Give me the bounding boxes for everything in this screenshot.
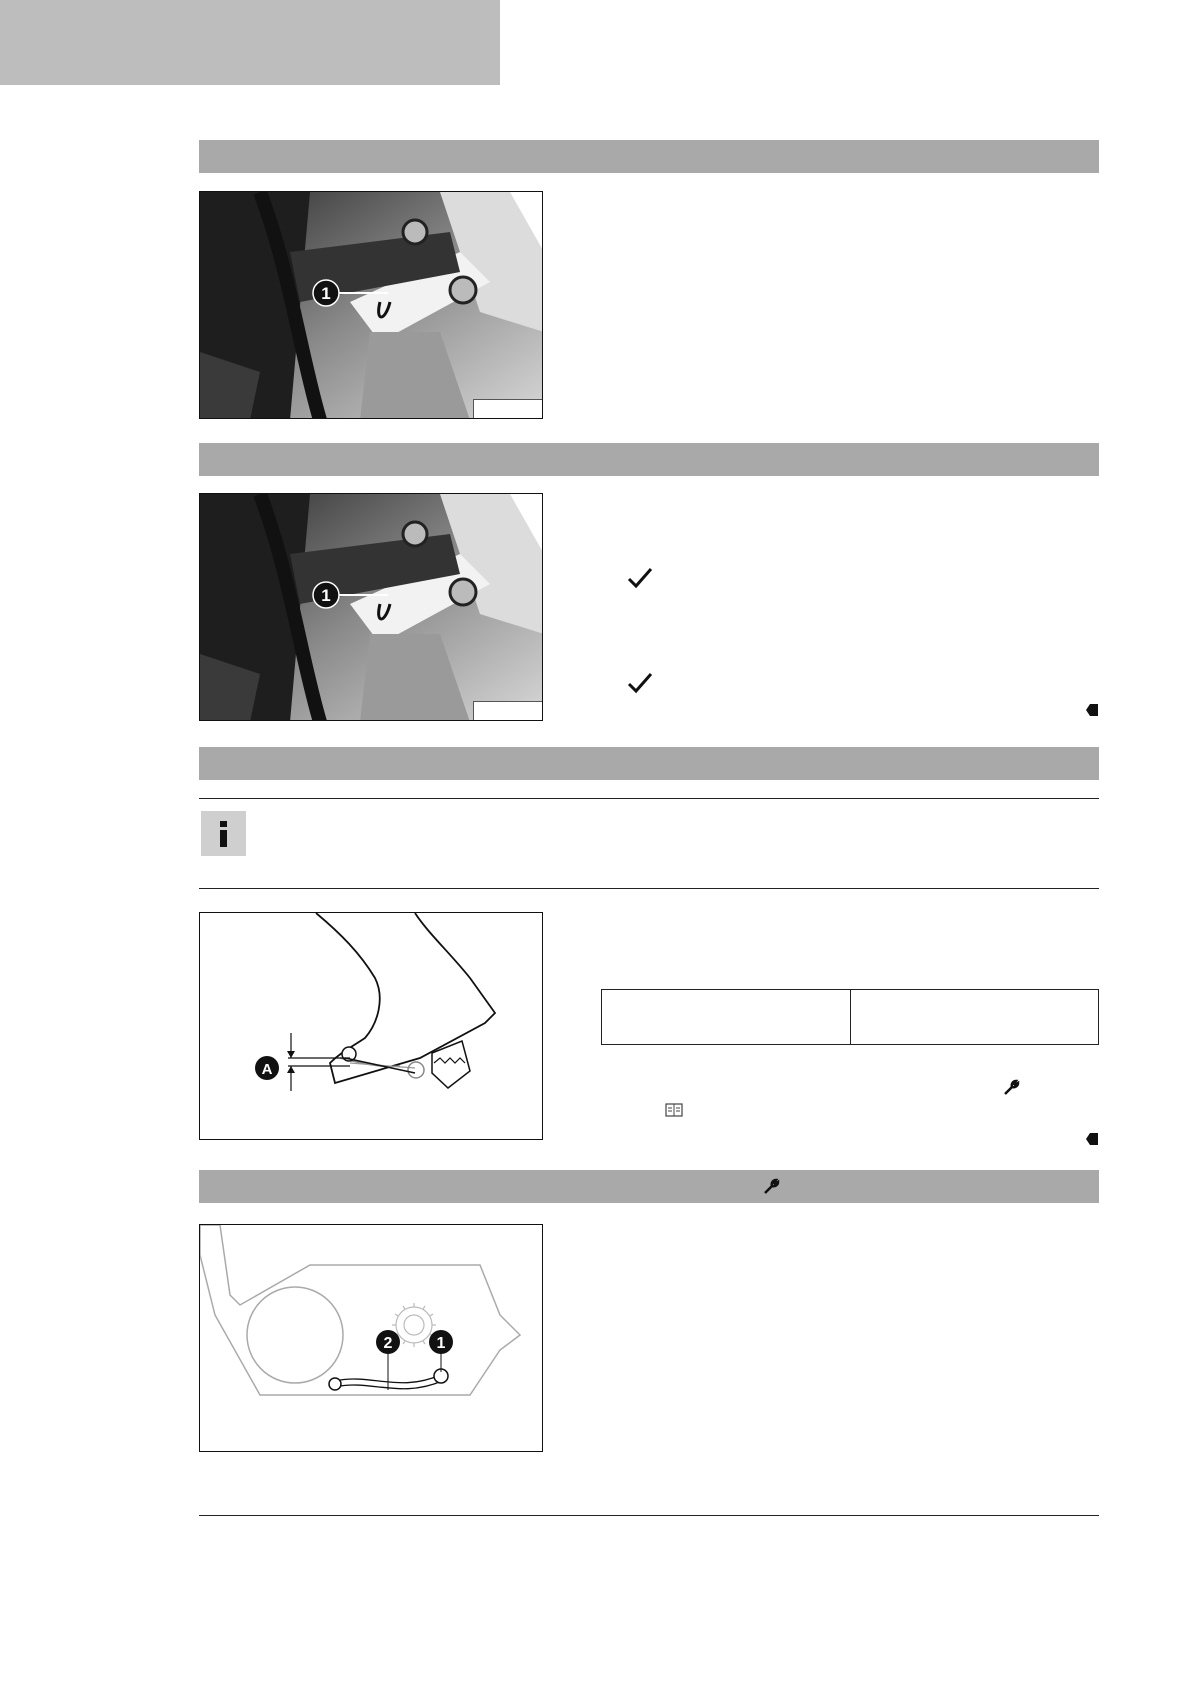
section-header-3 [199,747,1099,780]
info-top-rule [199,798,1099,799]
callout-2: 2 [383,1335,393,1352]
table-row [602,990,1099,1045]
callout-1: 1 [436,1335,446,1352]
check-mark-icon [627,567,653,589]
section-header-4 [199,1170,1099,1203]
photo-figure-1 [199,191,543,419]
svg-text:1: 1 [321,586,331,605]
figure-id-tag [473,701,542,720]
header-band [0,0,500,85]
info-icon [201,811,246,856]
gear-linkage-diagram [199,1224,543,1452]
end-of-procedure-icon [1086,1133,1098,1145]
wrench-icon [1002,1079,1020,1097]
svg-text:1: 1 [321,284,331,303]
table-cell [850,990,1099,1045]
check-mark-icon [627,672,653,694]
manual-icon [665,1102,683,1118]
pedal-diagram [199,912,543,1140]
info-bottom-rule [199,888,1099,889]
section-header-2 [199,443,1099,476]
end-of-procedure-icon [1086,704,1098,716]
callout-a: A [261,1061,273,1078]
callout-1 [312,278,392,308]
wrench-icon [762,1178,780,1196]
callout-1 [312,580,392,610]
photo-figure-2 [199,493,543,721]
footer-rule [199,1515,1099,1516]
table-cell [602,990,851,1045]
spec-table [601,989,1099,1045]
section-header-1 [199,140,1099,173]
figure-id-tag [473,399,542,418]
